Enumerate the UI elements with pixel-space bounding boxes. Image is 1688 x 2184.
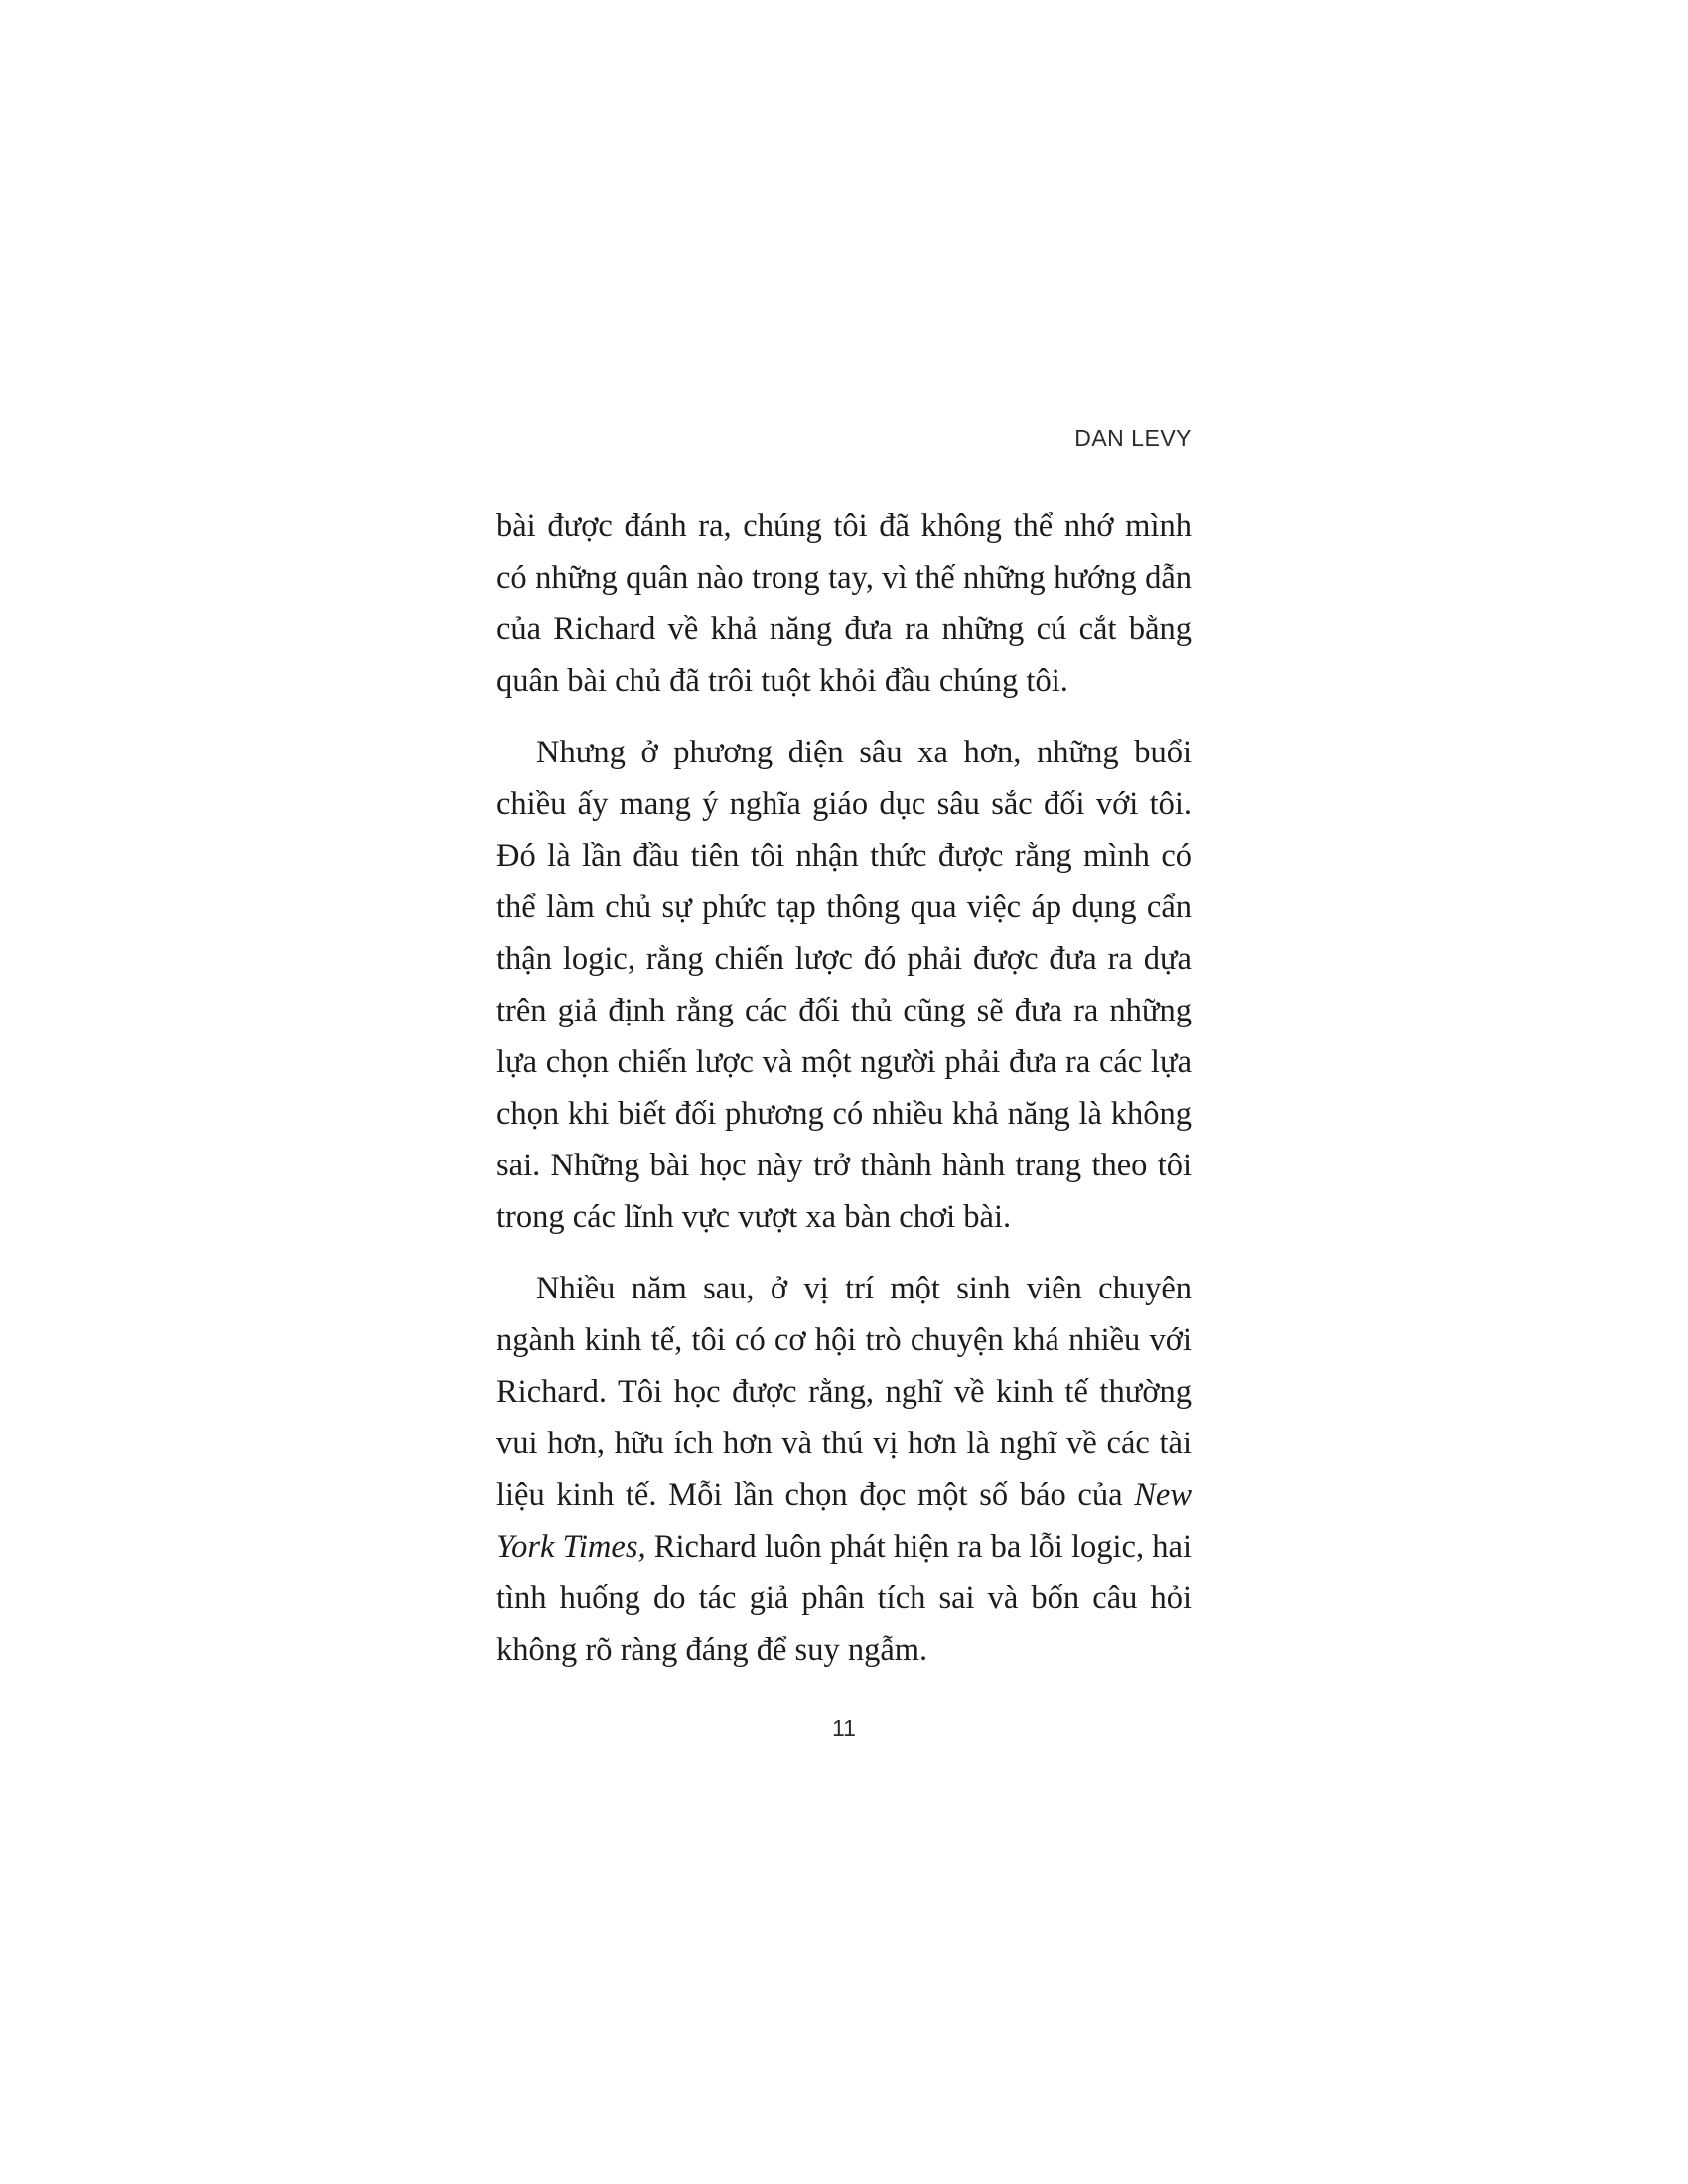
page-number: 11 xyxy=(832,1715,856,1741)
running-header: DAN LEVY xyxy=(1074,425,1192,451)
paragraph-text: Nhiều năm sau, ở vị trí một sinh viên chuyên ngành kinh tế, tôi có cơ hội trò chuyện khá nhiều với Richard. Tôi học được rằng, nghĩ về kinh tế thường vui hơn, hữu ích hơn và thú vị hơn là nghĩ về các tài liệu kinh tế. Mỗi lần chọn đọc một số báo của xyxy=(496,1271,1192,1513)
paragraph-text: Richard luôn phát hiện ra ba lỗi logic, hai tình huống do tác giả phân tích sai và bốn câu hỏi không rõ ràng đáng để suy ngẫm. xyxy=(496,1529,1192,1668)
paragraph: bài được đánh ra, chúng tôi đã không thể nhớ mình có những quân nào trong tay, vì thế những hướng dẫn của Richard về khả năng đưa ra những cú cắt bằng quân bài chủ đã trôi tuột khỏi đầu chúng tôi. xyxy=(496,508,1192,699)
newspaper-title: New York Times, xyxy=(496,1477,1192,1565)
body-text xyxy=(496,500,1192,1696)
paragraph: Nhưng ở phương diện sâu xa hơn, những buổi chiều ấy mang ý nghĩa giáo dục sâu sắc đối với tôi. Đó là lần đầu tiên tôi nhận thức được rằng mình có thể làm chủ sự phức tạp thông qua việc áp dụng cẩn thận logic, rằng chiến lược đó phải được đưa ra dựa trên giả định rằng các đối thủ cũng sẽ đưa ra những lựa chọn chiến lược và một người phải đưa ra các lựa chọn khi biết đối phương có nhiều khả năng là không sai. Những bài học này trở thành hành trang theo tôi trong các lĩnh vực vượt xa bàn chơi bài. xyxy=(496,735,1192,1235)
paragraph xyxy=(496,1263,1192,1676)
